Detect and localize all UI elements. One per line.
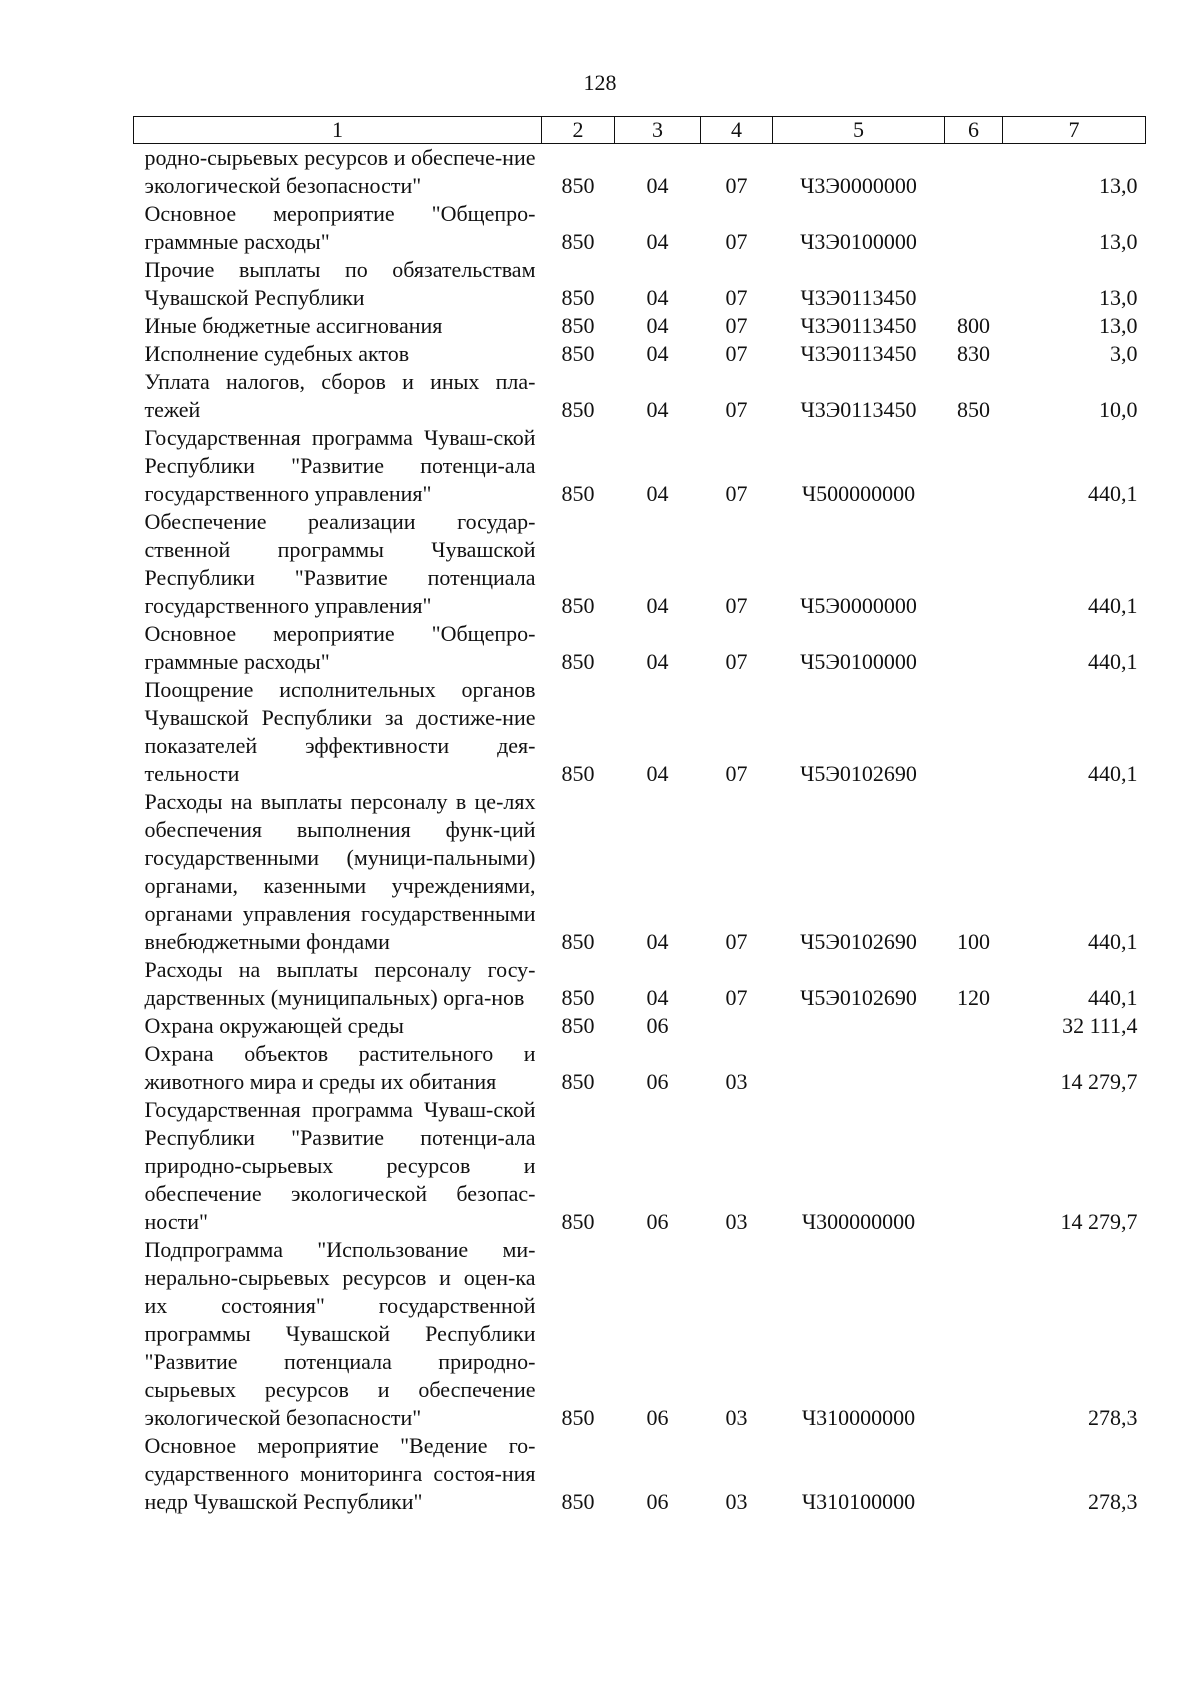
- table-row: [134, 956, 1146, 1012]
- page-number: 128: [583, 70, 617, 95]
- table-row: [134, 1040, 1146, 1096]
- row-code-6: [945, 1012, 1003, 1040]
- row-code-5: [773, 1012, 945, 1040]
- row-name: родно-сырьевых ресурсов и обеспече-ние экологической безопасности": [144, 145, 536, 198]
- table-row: [134, 1096, 1146, 1236]
- row-code-2: 850: [561, 593, 595, 618]
- row-code-3: 04: [646, 649, 669, 674]
- row-name: Исполнение судебных актов: [144, 341, 410, 366]
- row-name: Уплата налогов, сборов и иных пла-тежей: [144, 369, 536, 422]
- table-body: [134, 144, 1146, 1517]
- row-amount: 13,0: [1099, 173, 1138, 198]
- table-row: [134, 788, 1146, 956]
- table-row: [134, 508, 1146, 620]
- column-header: 4: [701, 117, 773, 144]
- row-amount: 13,0: [1099, 229, 1138, 254]
- row-code-4: 07: [725, 313, 748, 338]
- row-code-6: [945, 676, 1003, 788]
- row-code-2: 850: [561, 1069, 595, 1094]
- row-code-5: Ч3Э0100000: [800, 229, 917, 254]
- row-amount: 440,1: [1088, 593, 1138, 618]
- row-amount: 14 279,7: [1060, 1069, 1138, 1094]
- row-code-6: [945, 1432, 1003, 1516]
- row-code-4: 03: [725, 1489, 748, 1514]
- row-name: Охрана объектов растительного и животного мира и среды их обитания: [144, 1041, 536, 1094]
- row-code-3: 04: [646, 397, 669, 422]
- row-code-3: 04: [646, 593, 669, 618]
- row-code-6: [945, 424, 1003, 508]
- row-code-4: 07: [725, 397, 748, 422]
- row-code-2: 850: [561, 229, 595, 254]
- row-code-3: 06: [646, 1209, 669, 1234]
- row-code-3: 06: [646, 1069, 669, 1094]
- row-code-5: Ч3Э0113450: [800, 313, 917, 338]
- row-code-4: 03: [725, 1209, 748, 1234]
- column-header: 5: [773, 117, 945, 144]
- row-code-5: Ч3Э0113450: [800, 285, 917, 310]
- row-code-4: 07: [725, 173, 748, 198]
- row-code-4: 07: [725, 229, 748, 254]
- row-code-4: 07: [725, 761, 748, 786]
- row-code-5: Ч300000000: [801, 1209, 916, 1234]
- table-row: [134, 312, 1146, 340]
- budget-table: [133, 116, 1146, 1516]
- row-amount: 10,0: [1099, 397, 1138, 422]
- row-code-4: 07: [725, 481, 748, 506]
- row-code-6: 120: [957, 985, 990, 1010]
- row-name: Обеспечение реализации государ-ственной программы Чувашской Республики "Развитие потенциала государственного управления": [144, 509, 536, 618]
- row-code-6: 850: [957, 397, 990, 422]
- row-amount: 440,1: [1088, 761, 1138, 786]
- row-code-6: [945, 200, 1003, 256]
- column-header: 3: [615, 117, 701, 144]
- row-code-6: [945, 1236, 1003, 1432]
- row-code-5: Ч3Э0113450: [800, 341, 917, 366]
- row-amount: 440,1: [1088, 929, 1138, 954]
- row-code-6: 100: [957, 929, 990, 954]
- row-name: Поощрение исполнительных органов Чувашской Республики за достиже-ние показателей эффективности дея-тельности: [144, 677, 536, 786]
- row-amount: 278,3: [1088, 1405, 1138, 1430]
- row-code-3: 04: [646, 341, 669, 366]
- row-amount: 32 111,4: [1062, 1013, 1138, 1038]
- row-code-6: 800: [957, 313, 990, 338]
- row-code-2: 850: [561, 341, 595, 366]
- row-code-2: 850: [561, 761, 595, 786]
- row-code-5: Ч500000000: [801, 481, 916, 506]
- row-name: Охрана окружающей среды: [144, 1013, 404, 1038]
- row-code-2: 850: [561, 649, 595, 674]
- table-row: [134, 340, 1146, 368]
- row-name: Иные бюджетные ассигнования: [144, 313, 443, 338]
- row-code-3: 04: [646, 313, 669, 338]
- row-code-2: 850: [561, 1489, 595, 1514]
- row-code-4: 03: [725, 1069, 748, 1094]
- row-code-3: 04: [646, 229, 669, 254]
- row-code-5: Ч3Э0113450: [800, 397, 917, 422]
- table-row: [134, 144, 1146, 201]
- table-row: [134, 676, 1146, 788]
- row-amount: 440,1: [1088, 649, 1138, 674]
- row-code-6: [945, 1040, 1003, 1096]
- table-row: [134, 1432, 1146, 1516]
- row-name: Государственная программа Чуваш-ской Республики "Развитие потенци-ала природно-сырьевых ресурсов и обеспечение экологической безопас-ности": [144, 1097, 536, 1234]
- row-code-4: 07: [725, 341, 748, 366]
- row-name: Подпрограмма "Использование ми-нерально-сырьевых ресурсов и оцен-ка их состояния" государственной программы Чувашской Республики "Развитие потенциала природно-сырьевых ресурсов и обеспечение экологической безопасности": [144, 1237, 536, 1430]
- row-amount: 13,0: [1099, 285, 1138, 310]
- row-code-3: 06: [646, 1489, 669, 1514]
- row-name: Государственная программа Чуваш-ской Республики "Развитие потенци-ала государственного управления": [144, 425, 536, 506]
- row-code-3: 06: [646, 1013, 669, 1038]
- row-amount: 440,1: [1088, 481, 1138, 506]
- row-amount: 440,1: [1088, 985, 1138, 1010]
- row-amount: 278,3: [1088, 1489, 1138, 1514]
- row-code-5: Ч310100000: [801, 1489, 916, 1514]
- row-code-5: Ч5Э0102690: [800, 985, 917, 1010]
- row-name: Основное мероприятие "Общепро-граммные расходы": [144, 621, 536, 674]
- row-code-2: 850: [561, 929, 595, 954]
- row-code-2: 850: [561, 397, 595, 422]
- table-row: [134, 200, 1146, 256]
- row-code-6: [945, 144, 1003, 201]
- row-code-5: Ч310000000: [801, 1405, 916, 1430]
- row-code-2: 850: [561, 173, 595, 198]
- row-code-3: 04: [646, 173, 669, 198]
- row-code-3: 04: [646, 481, 669, 506]
- row-code-5: [773, 1040, 945, 1096]
- row-amount: 13,0: [1099, 313, 1138, 338]
- row-amount: 3,0: [1110, 341, 1138, 366]
- row-code-2: 850: [561, 1013, 595, 1038]
- row-code-3: 04: [646, 285, 669, 310]
- row-amount: 14 279,7: [1060, 1209, 1138, 1234]
- row-name: Расходы на выплаты персоналу в це-лях обеспечения выполнения функ-ций государственными (муници-пальными) органами, казенными учреждениями, органами управления государственными внебюджетными фондами: [144, 789, 536, 954]
- table-row: [134, 1236, 1146, 1432]
- row-code-6: [945, 1096, 1003, 1236]
- column-header: 2: [542, 117, 615, 144]
- row-code-5: Ч5Э0100000: [800, 649, 917, 674]
- row-code-6: [945, 508, 1003, 620]
- column-header: 7: [1003, 117, 1146, 144]
- column-header: 1: [134, 117, 542, 144]
- row-code-5: Ч5Э0102690: [800, 761, 917, 786]
- row-code-2: 850: [561, 313, 595, 338]
- row-code-4: [701, 1012, 773, 1040]
- row-code-4: 03: [725, 1405, 748, 1430]
- header-row: [134, 117, 1146, 144]
- row-code-3: 06: [646, 1405, 669, 1430]
- column-header: 6: [945, 117, 1003, 144]
- row-code-5: Ч5Э0000000: [800, 593, 917, 618]
- row-name: Прочие выплаты по обязательствам Чувашской Республики: [144, 257, 536, 310]
- row-name: Расходы на выплаты персоналу госу-дарственных (муниципальных) орга-нов: [144, 957, 536, 1010]
- row-code-2: 850: [561, 285, 595, 310]
- row-name: Основное мероприятие "Общепро-граммные расходы": [144, 201, 536, 254]
- row-code-6: [945, 256, 1003, 312]
- row-code-4: 07: [725, 593, 748, 618]
- row-code-4: 07: [725, 285, 748, 310]
- row-code-6: [945, 620, 1003, 676]
- table-row: [134, 368, 1146, 424]
- row-code-2: 850: [561, 985, 595, 1010]
- row-name: Основное мероприятие "Ведение го-сударственного мониторинга состоя-ния недр Чувашской Республики": [144, 1433, 536, 1514]
- row-code-5: Ч3Э0000000: [800, 173, 917, 198]
- row-code-2: 850: [561, 1209, 595, 1234]
- table-row: [134, 1012, 1146, 1040]
- row-code-6: 830: [957, 341, 990, 366]
- table-row: [134, 620, 1146, 676]
- row-code-4: 07: [725, 649, 748, 674]
- table-row: [134, 256, 1146, 312]
- row-code-4: 07: [725, 985, 748, 1010]
- row-code-4: 07: [725, 929, 748, 954]
- row-code-2: 850: [561, 1405, 595, 1430]
- table-row: [134, 424, 1146, 508]
- row-code-3: 04: [646, 985, 669, 1010]
- row-code-2: 850: [561, 481, 595, 506]
- row-code-5: Ч5Э0102690: [800, 929, 917, 954]
- row-code-3: 04: [646, 761, 669, 786]
- row-code-3: 04: [646, 929, 669, 954]
